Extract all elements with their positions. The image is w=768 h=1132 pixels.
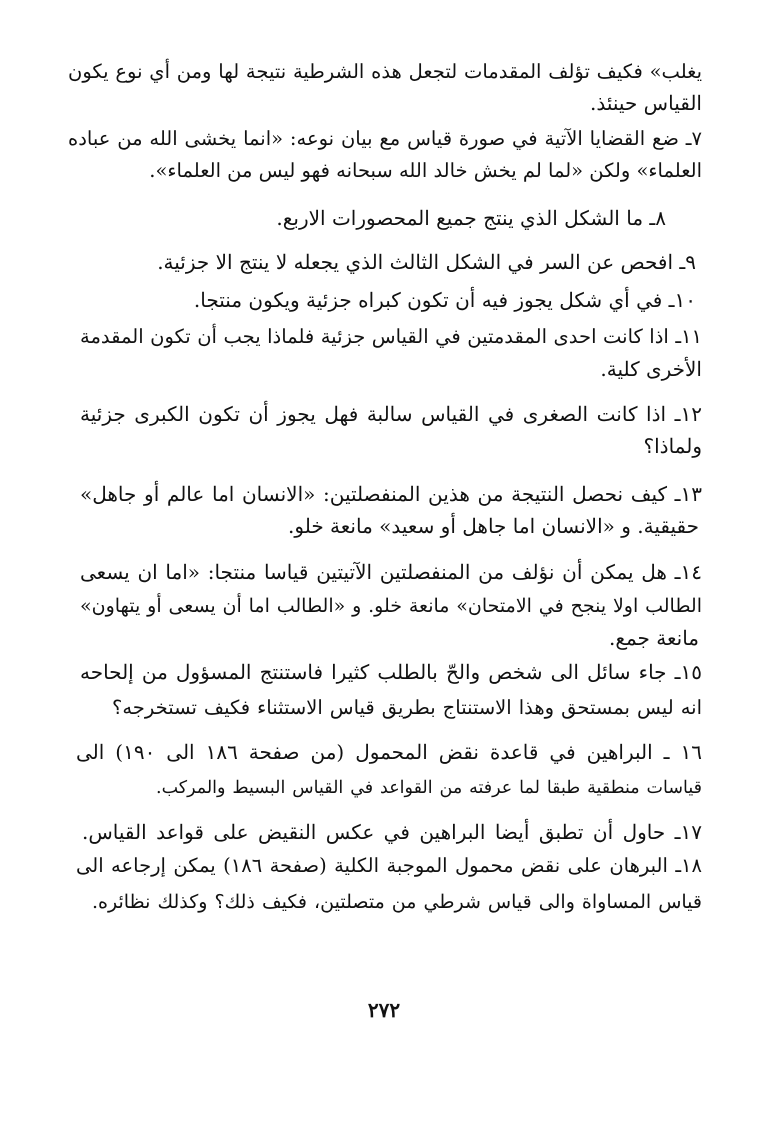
question-7-line-1: ٧ـ ضع القضايا الآتية في صورة قياس مع بيان نوعه: «انما يخشى الله من عباده xyxy=(68,127,702,150)
question-11-line-2: الأخرى كلية. xyxy=(600,357,702,381)
question-17: ١٧ـ حاول أن تطبق أيضا البراهين في عكس النقيض على قواعد القياس. xyxy=(82,820,702,844)
question-7-line-2: العلماء» ولكن «لما لم يخش خالد الله سبحانه فهو ليس من العلماء». xyxy=(149,159,702,182)
question-9: ٩ـ افحص عن السر في الشكل الثالث الذي يجعله لا ينتج الا جزئية. xyxy=(157,250,696,274)
question-15-line-2: انه ليس بمستحق وهذا الاستنتاج بطريق قياس الاستثناء فكيف تستخرجه؟ xyxy=(112,696,702,719)
question-18-line-1: ١٨ـ البرهان على نقض محمول الموجبة الكلية (صفحة ١٨٦) يمكن إرجاعه الى xyxy=(76,854,702,877)
question-14-line-2: الطالب اولا ينجح في الامتحان» مانعة خلو. و «الطالب اما أن يسعى أو يتهاون» xyxy=(80,595,702,617)
question-11-line-1: ١١ـ اذا كانت احدى المقدمتين في القياس جزئية فلماذا يجب أن تكون المقدمة xyxy=(80,325,702,348)
question-12-line-1: ١٢ـ اذا كانت الصغرى في القياس سالبة فهل يجوز أن تكون الكبرى جزئية xyxy=(80,402,702,426)
question-15-line-1: ١٥ـ جاء سائل الى شخص والحّ بالطلب كثيرا فاستنتج المسؤول من إلحاحه xyxy=(80,660,702,684)
question-13-line-2: حقيقية. و «الانسان اما جاهل أو سعيد» مانعة خلو. xyxy=(288,514,699,538)
question-8: ٨ـ ما الشكل الذي ينتج جميع المحصورات الاربع. xyxy=(276,206,666,230)
question-12-line-2: ولماذا؟ xyxy=(643,434,702,458)
page-number: ٢٧٢ xyxy=(367,998,401,1022)
question-14-line-3: مانعة جمع. xyxy=(608,626,699,650)
question-16-line-2: قياسات منطقية طبقا لما عرفته من القواعد في القياس البسيط والمركب. xyxy=(156,778,702,798)
question-10: ١٠ـ في أي شكل يجوز فيه أن تكون كبراه جزئية ويكون منتجا. xyxy=(193,288,696,312)
question-16-line-1: ١٦ ـ البراهين في قاعدة نقض المحمول (من صفحة ١٨٦ الى ١٩٠) الى xyxy=(76,740,702,764)
text-line-2: القياس حينئذ. xyxy=(590,91,702,115)
question-18-line-2: قياس المساواة والى قياس شرطي من متصلتين، فكيف ذلك؟ وكذلك نظائره. xyxy=(92,891,702,913)
question-13-line-1: ١٣ـ كيف نحصل النتيجة من هذين المنفصلتين: «الانسان اما عالم أو جاهل» xyxy=(80,482,703,506)
question-14-line-1: ١٤ـ هل يمكن أن نؤلف من المنفصلتين الآتيتين قياسا منتجا: «اما ان يسعى xyxy=(80,560,702,584)
text-line-1: يغلب» فكيف تؤلف المقدمات لتجعل هذه الشرطية نتيجة لها ومن أي نوع يكون xyxy=(68,60,702,83)
